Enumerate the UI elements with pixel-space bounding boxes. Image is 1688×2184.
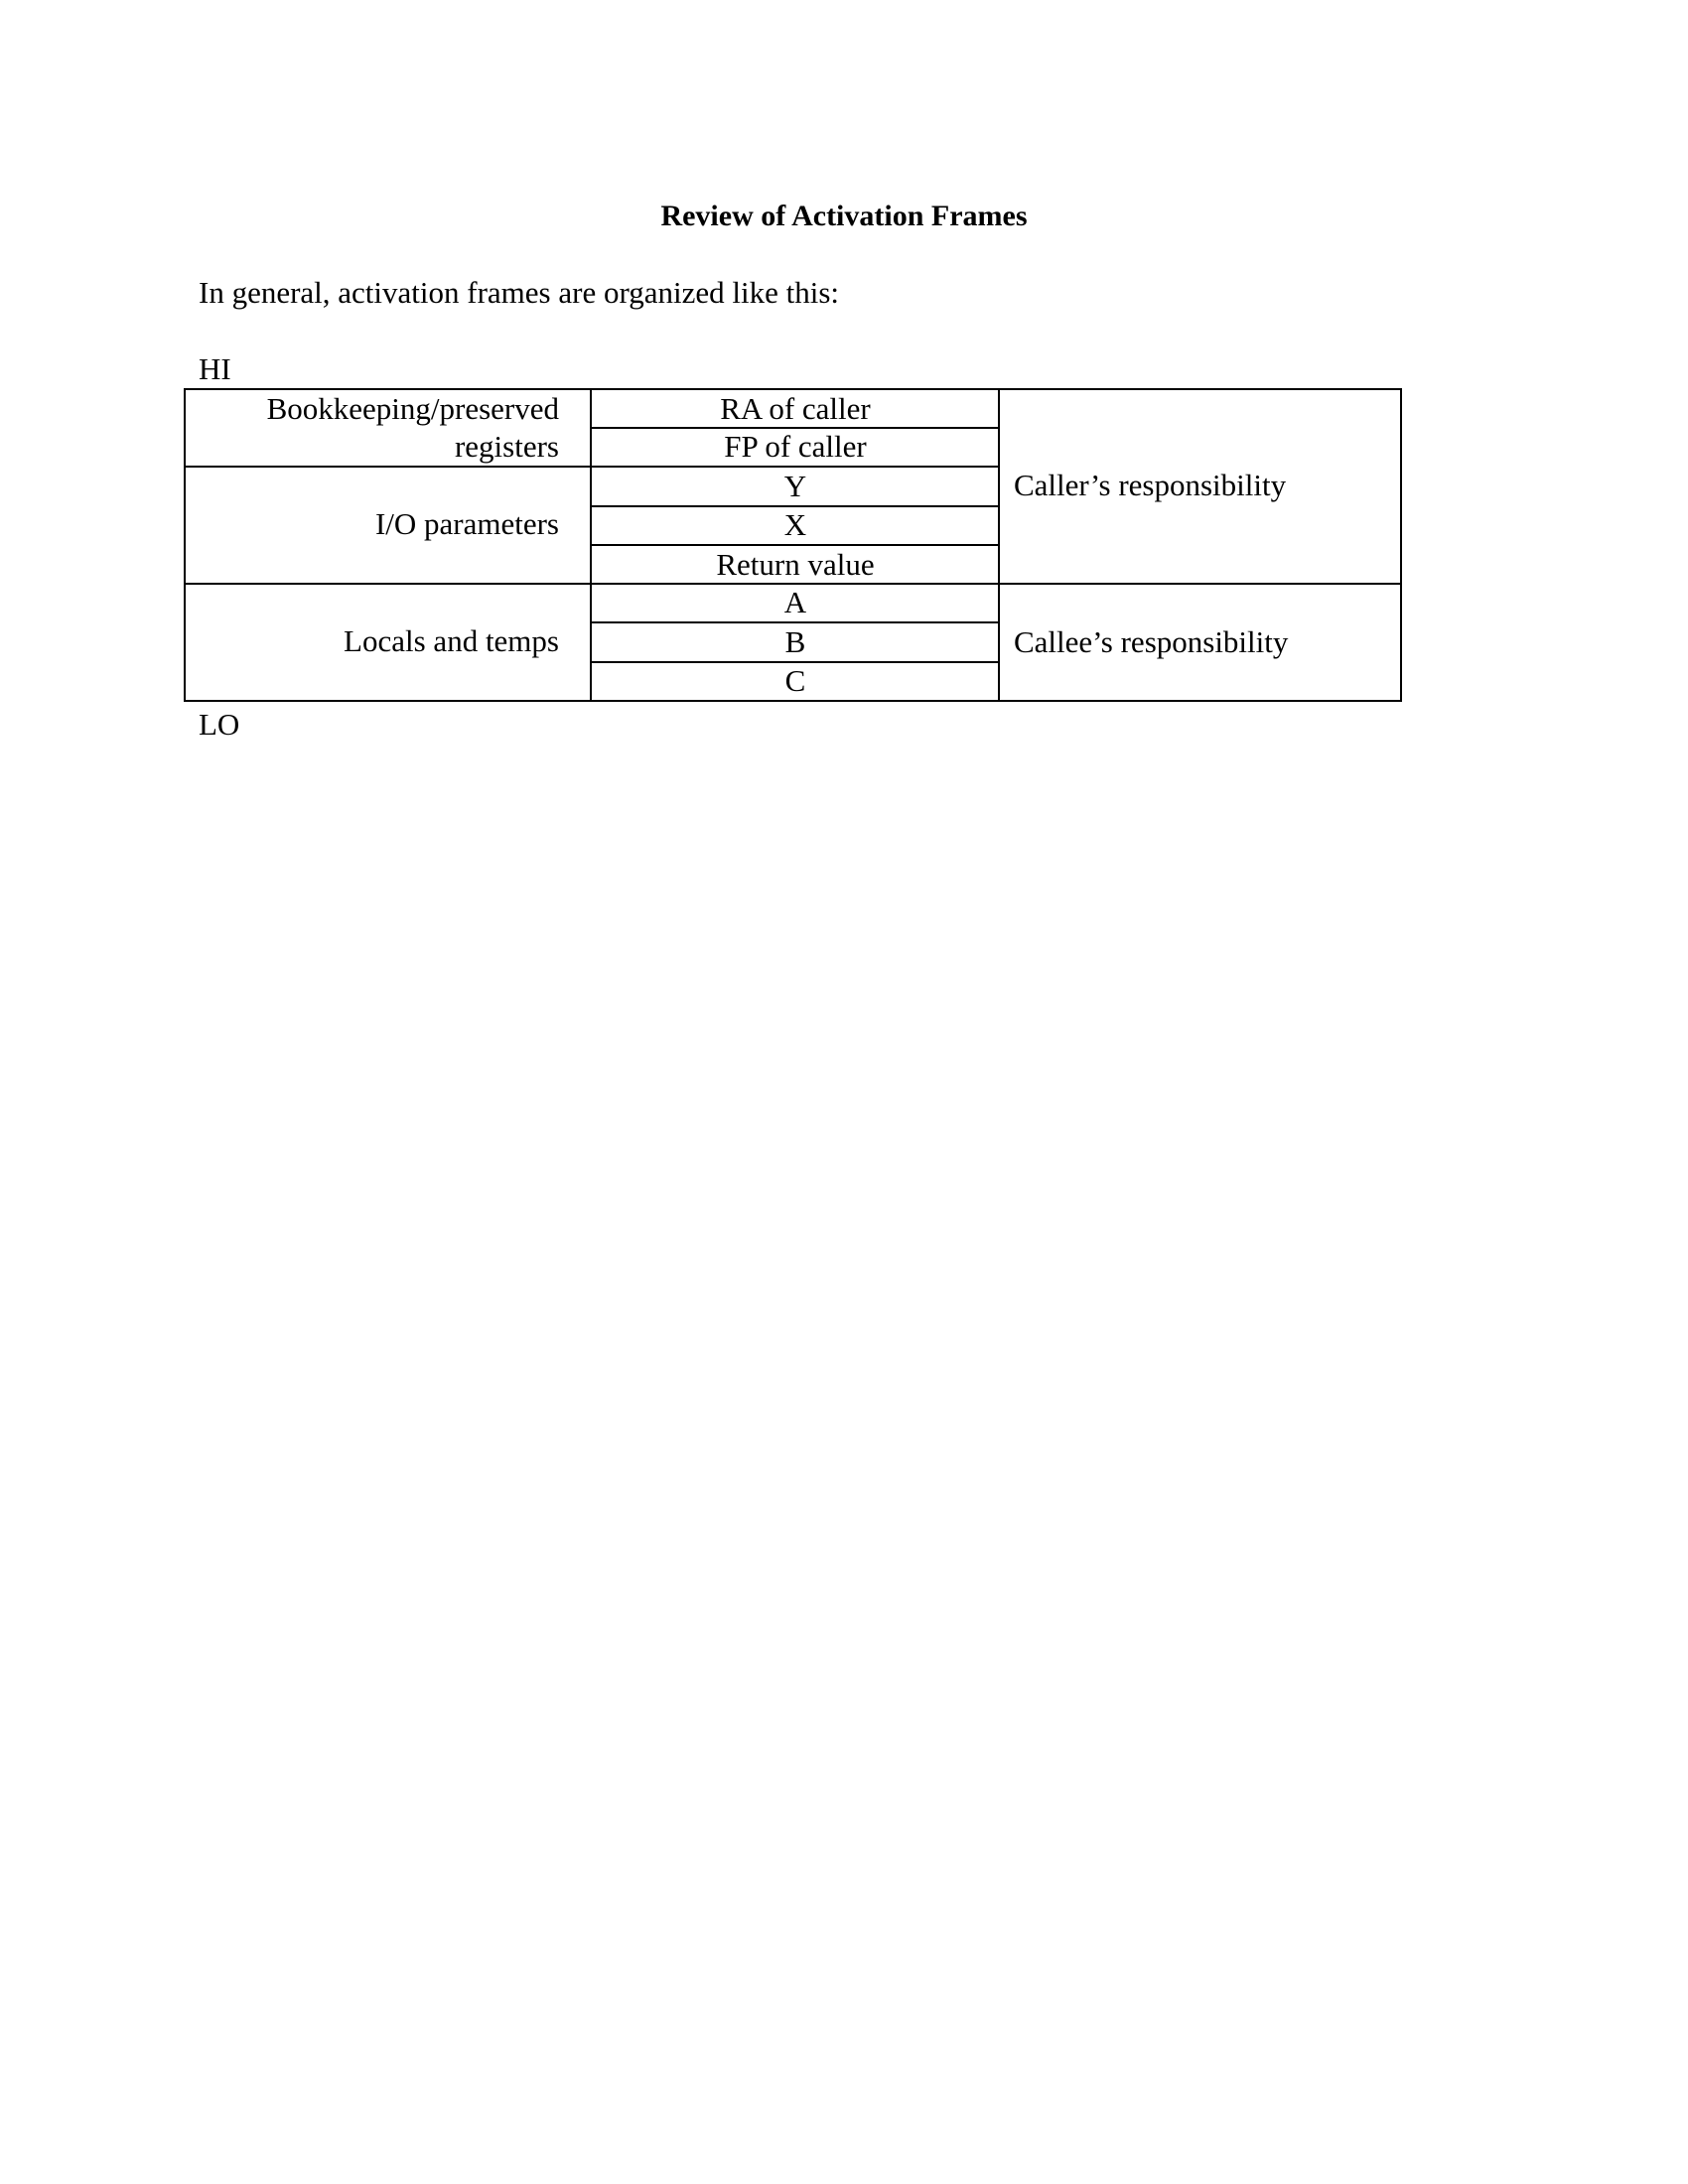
column-divider-right (998, 390, 1000, 700)
slot-a: A (783, 585, 807, 619)
group-label-locals-temps: Locals and temps (344, 623, 559, 658)
callees-responsibility: Callee’s responsibility (1014, 624, 1289, 659)
lo-label: LO (199, 707, 240, 742)
slot-y: Y (783, 469, 807, 503)
group-divider-bookkeeping (186, 466, 592, 468)
group-label-io-parameters: I/O parameters (374, 506, 559, 541)
group-label-bookkeeping: Bookkeeping/preserved (266, 391, 559, 426)
slot-c: C (784, 663, 806, 698)
slot-return-value: Return value (716, 547, 875, 582)
responsibility-divider (1000, 583, 1402, 585)
slot-b: B (784, 624, 806, 659)
callers-responsibility: Caller’s responsibility (1014, 468, 1287, 502)
slot-ra-of-caller: RA of caller (720, 391, 871, 426)
group-label-bookkeeping-line2: registers (454, 429, 559, 464)
hi-label: HI (199, 351, 231, 386)
page-title: Review of Activation Frames (660, 200, 1028, 232)
activation-frame-table (184, 388, 1402, 702)
slot-fp-of-caller: FP of caller (724, 429, 867, 464)
slot-x: X (783, 507, 807, 542)
group-divider-io (186, 583, 592, 585)
intro-text: In general, activation frames are organized like this: (199, 275, 839, 310)
